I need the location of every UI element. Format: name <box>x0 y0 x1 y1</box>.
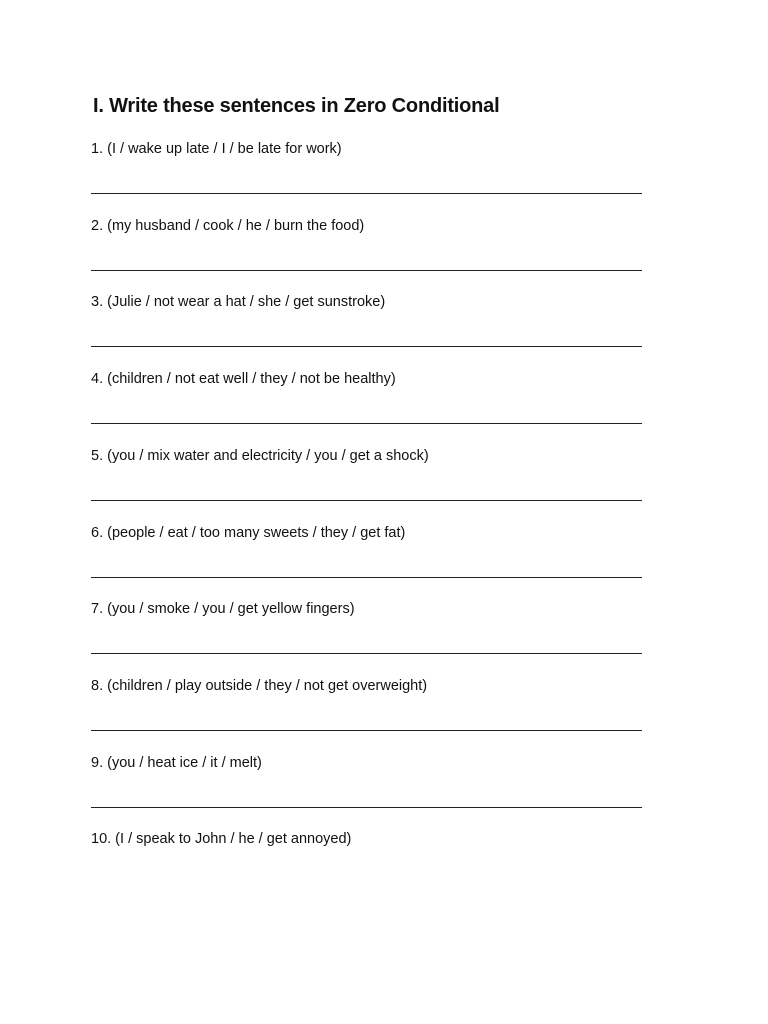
question-3: 3. (Julie / not wear a hat / she / get sunstroke) <box>91 294 386 311</box>
question-6: 6. (people / eat / too many sweets / they / get fat) <box>91 524 406 541</box>
answer-line-4[interactable] <box>91 423 642 424</box>
answer-line-8[interactable] <box>91 730 642 731</box>
answer-line-9[interactable] <box>91 807 642 808</box>
worksheet-title: I. Write these sentences in Zero Conditional <box>93 95 500 117</box>
question-2: 2. (my husband / cook / he / burn the food) <box>91 217 365 234</box>
question-9: 9. (you / heat ice / it / melt) <box>91 754 262 771</box>
question-7: 7. (you / smoke / you / get yellow fingers) <box>91 601 355 618</box>
answer-line-1[interactable] <box>91 193 642 194</box>
answer-line-7[interactable] <box>91 653 642 654</box>
question-10: 10. (I / speak to John / he / get annoyed) <box>91 831 352 848</box>
question-1: 1. (I / wake up late / I / be late for work) <box>91 141 342 157</box>
question-5: 5. (you / mix water and electricity / you / get a shock) <box>91 447 429 464</box>
answer-line-5[interactable] <box>91 500 642 501</box>
question-4: 4. (children / not eat well / they / not be healthy) <box>91 371 396 388</box>
answer-line-2[interactable] <box>91 270 642 271</box>
answer-line-6[interactable] <box>91 577 642 578</box>
question-8: 8. (children / play outside / they / not get overweight) <box>91 677 428 694</box>
answer-line-3[interactable] <box>91 346 642 347</box>
